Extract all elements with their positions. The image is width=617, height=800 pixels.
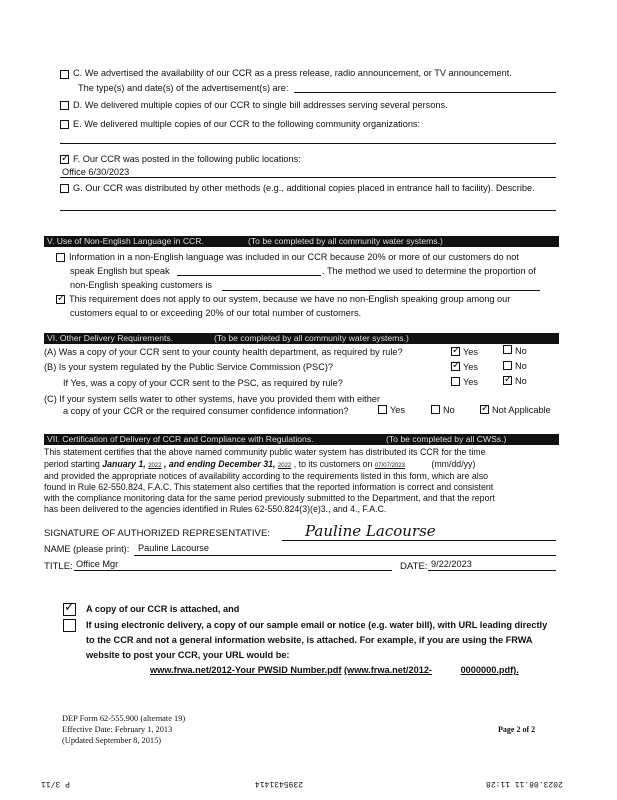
option-e-field[interactable] (60, 143, 556, 144)
question-b-psc-yes-label: Yes (463, 377, 478, 387)
cert-customers-label: , to its customers on (293, 459, 373, 469)
non-english-not-apply-text: This requirement does not apply to our system, because we have no non-English speaking group among our (69, 294, 511, 304)
section-vi-note: (To be completed by all community water systems.) (214, 333, 409, 343)
section-vi-header (44, 333, 559, 344)
question-c-no-label: No (443, 405, 455, 415)
non-english-not-apply-text-2: customers equal to or exceeding 20% of our total number of customers. (70, 308, 362, 318)
question-b-psc-no-checkbox[interactable] (503, 376, 512, 385)
cert-text-4: found in Rule 62-550.824, F.A.C. This statement also certifies that the reported information is correct and consistent (44, 482, 494, 492)
fax-number: 2395431414 (255, 779, 304, 788)
question-b-yes-checkbox[interactable] (451, 362, 460, 371)
electronic-delivery-checkbox[interactable] (63, 619, 76, 632)
question-b-yes-label: Yes (463, 362, 478, 372)
ccr-attached-text: A copy of our CCR is attached, and (86, 604, 240, 614)
non-english-proportion-label: non-English speaking customers is (70, 280, 212, 290)
title-label: TITLE: (44, 561, 73, 572)
fax-header-right (486, 779, 563, 788)
question-c-yes-label: Yes (390, 405, 405, 415)
question-b-no-checkbox[interactable] (503, 361, 512, 370)
footer-updated: (Updated September 8, 2015) (62, 736, 162, 745)
fax-timestamp: 2023.08.11 11:28 (486, 779, 563, 788)
signature-field[interactable] (282, 540, 556, 541)
question-b-no-label: No (515, 361, 527, 371)
non-english-language-field[interactable] (177, 275, 321, 276)
non-english-method-label: . The method we used to determine the proportion of (322, 266, 536, 276)
fax-header-left (41, 779, 70, 788)
cert-start-year: 2022 (148, 463, 162, 469)
electronic-delivery-text-3: website to post your CCR, your URL would be: (86, 650, 290, 660)
question-c: (C) If your system sells water to other systems, have you provided them with either (44, 394, 380, 404)
option-e-text: E. We delivered multiple copies of our CCR to the following community organizations: (73, 119, 421, 129)
option-e-checkbox[interactable] (60, 120, 69, 129)
option-d-checkbox[interactable] (60, 101, 69, 110)
option-f-field[interactable] (60, 177, 556, 178)
cert-end-label: , and ending December 31, (164, 459, 276, 469)
fax-page: P 3/11 (41, 779, 70, 788)
signature-label: SIGNATURE OF AUTHORIZED REPRESENTATIVE: (44, 528, 271, 539)
cert-delivery-date: 07/07/2023 (374, 463, 405, 469)
fax-header-mid (255, 779, 303, 788)
question-b: (B) Is your system regulated by the Public Service Commission (PSC)? (44, 362, 333, 372)
title-value: Office Mgr (76, 559, 119, 569)
electronic-delivery-text: If using electronic delivery, a copy of our sample email or notice (e.g. water bill), with URL leading directly (86, 620, 548, 630)
question-c-na-checkbox[interactable] (480, 405, 489, 414)
section-v-title: V. Use of Non-English Language in CCR. (47, 236, 204, 246)
name-field[interactable] (134, 555, 556, 556)
name-value: Pauline Lacourse (138, 543, 209, 553)
cert-text-3: and provided the appropriate notices of availability according to the requirements listed in this form, which are also (44, 471, 488, 481)
option-d-text: D. We delivered multiple copies of our CCR to single bill addresses serving several persons. (73, 100, 448, 110)
option-c-type-label: The type(s) and date(s) of the advertisement(s) are: (78, 83, 289, 93)
footer-form-number: DEP Form 62-555.900 (alternate 19) (62, 714, 186, 723)
ccr-attached-checkbox[interactable] (63, 603, 76, 616)
cert-text-1: This statement certifies that the above named community public water system has distributed its CCR for the time (44, 447, 486, 457)
option-g-field[interactable] (60, 210, 556, 211)
signature: Pauline Lacourse (305, 522, 436, 540)
cert-period-label: period starting (44, 459, 100, 469)
question-b-psc-no-label: No (515, 376, 527, 386)
non-english-proportion-field[interactable] (222, 290, 540, 291)
title-field[interactable] (74, 570, 392, 571)
cert-start-label: January 1, (102, 459, 146, 469)
section-v-header (44, 236, 559, 247)
electronic-delivery-text-2: to the CCR and not a general information website, is attached. For example, if you are using the FRWA (86, 635, 533, 645)
name-label: NAME (please print): (44, 544, 130, 554)
question-a-yes-checkbox[interactable] (451, 347, 460, 356)
section-vi-title: VI. Other Delivery Requirements. (47, 333, 174, 343)
cert-end-year: 2022 (277, 463, 292, 469)
non-english-speak-label: speak English but speak (70, 266, 170, 276)
question-c-na-label: Not Applicable (492, 405, 551, 415)
frwa-url-alt-end[interactable]: 0000000.pdf). (460, 665, 519, 675)
frwa-url-example (150, 665, 519, 675)
option-f-value: Office 6/30/2023 (62, 167, 130, 177)
question-c-line2: a copy of your CCR or the required consumer confidence information? (63, 406, 349, 416)
question-a-yes-label: Yes (463, 347, 478, 357)
section-v-note: (To be completed by all community water systems.) (248, 236, 443, 246)
non-english-included-checkbox[interactable] (56, 253, 65, 262)
option-c-text: C. We advertised the availability of our CCR as a press release, radio announcement, or TV announcement. (73, 68, 512, 78)
footer-effective-date: Effective Date: February 1, 2013 (62, 725, 173, 734)
option-g-checkbox[interactable] (60, 184, 69, 193)
cert-text-2 (44, 459, 475, 469)
question-a-no-checkbox[interactable] (503, 345, 512, 354)
cert-text-5: with the compliance monitoring data for the same period previously submitted to the Department, and that the report (44, 493, 495, 503)
section-vii-header (44, 434, 559, 445)
cert-text-6: has been delivered to the agencies identified in Rules 62-550.824(3)(e)3., and 4., F.A.C. (44, 504, 387, 514)
question-a-no-label: No (515, 346, 527, 356)
section-vii-note: (To be completed by all CWSs.) (386, 434, 507, 444)
date-value: 9/22/2023 (431, 559, 472, 569)
section-vii-title: VII. Certification of Delivery of CCR and Compliance with Regulations. (47, 434, 314, 444)
date-label: DATE: (400, 561, 428, 572)
question-c-yes-checkbox[interactable] (378, 405, 387, 414)
question-a: (A) Was a copy of your CCR sent to your county health department, as required by rule? (44, 347, 403, 357)
cert-date-format: (mm/dd/yy) (431, 459, 476, 469)
footer-page-number: Page 2 of 2 (498, 725, 536, 734)
non-english-included-text: Information in a non-English language was included in our CCR because 20% or more of our customers do not (69, 252, 519, 262)
option-f-checkbox[interactable] (60, 155, 69, 164)
option-g-text: G. Our CCR was distributed by other methods (e.g., additional copies placed in entrance hall to facility). Describe. (73, 183, 535, 193)
question-c-no-checkbox[interactable] (431, 405, 440, 414)
question-b-psc-yes-checkbox[interactable] (451, 377, 460, 386)
non-english-not-apply-checkbox[interactable] (56, 295, 65, 304)
option-f-text: F. Our CCR was posted in the following public locations: (73, 154, 301, 164)
frwa-url-alt[interactable]: (www.frwa.net/2012- (344, 665, 432, 675)
frwa-url-link[interactable]: www.frwa.net/2012-Your PWSID Number.pdf (150, 665, 342, 675)
question-b-psc: If Yes, was a copy of your CCR sent to the PSC, as required by rule? (63, 378, 343, 388)
date-field[interactable] (428, 570, 556, 571)
option-c-type-field[interactable] (294, 92, 556, 93)
option-c-checkbox[interactable] (60, 70, 69, 79)
